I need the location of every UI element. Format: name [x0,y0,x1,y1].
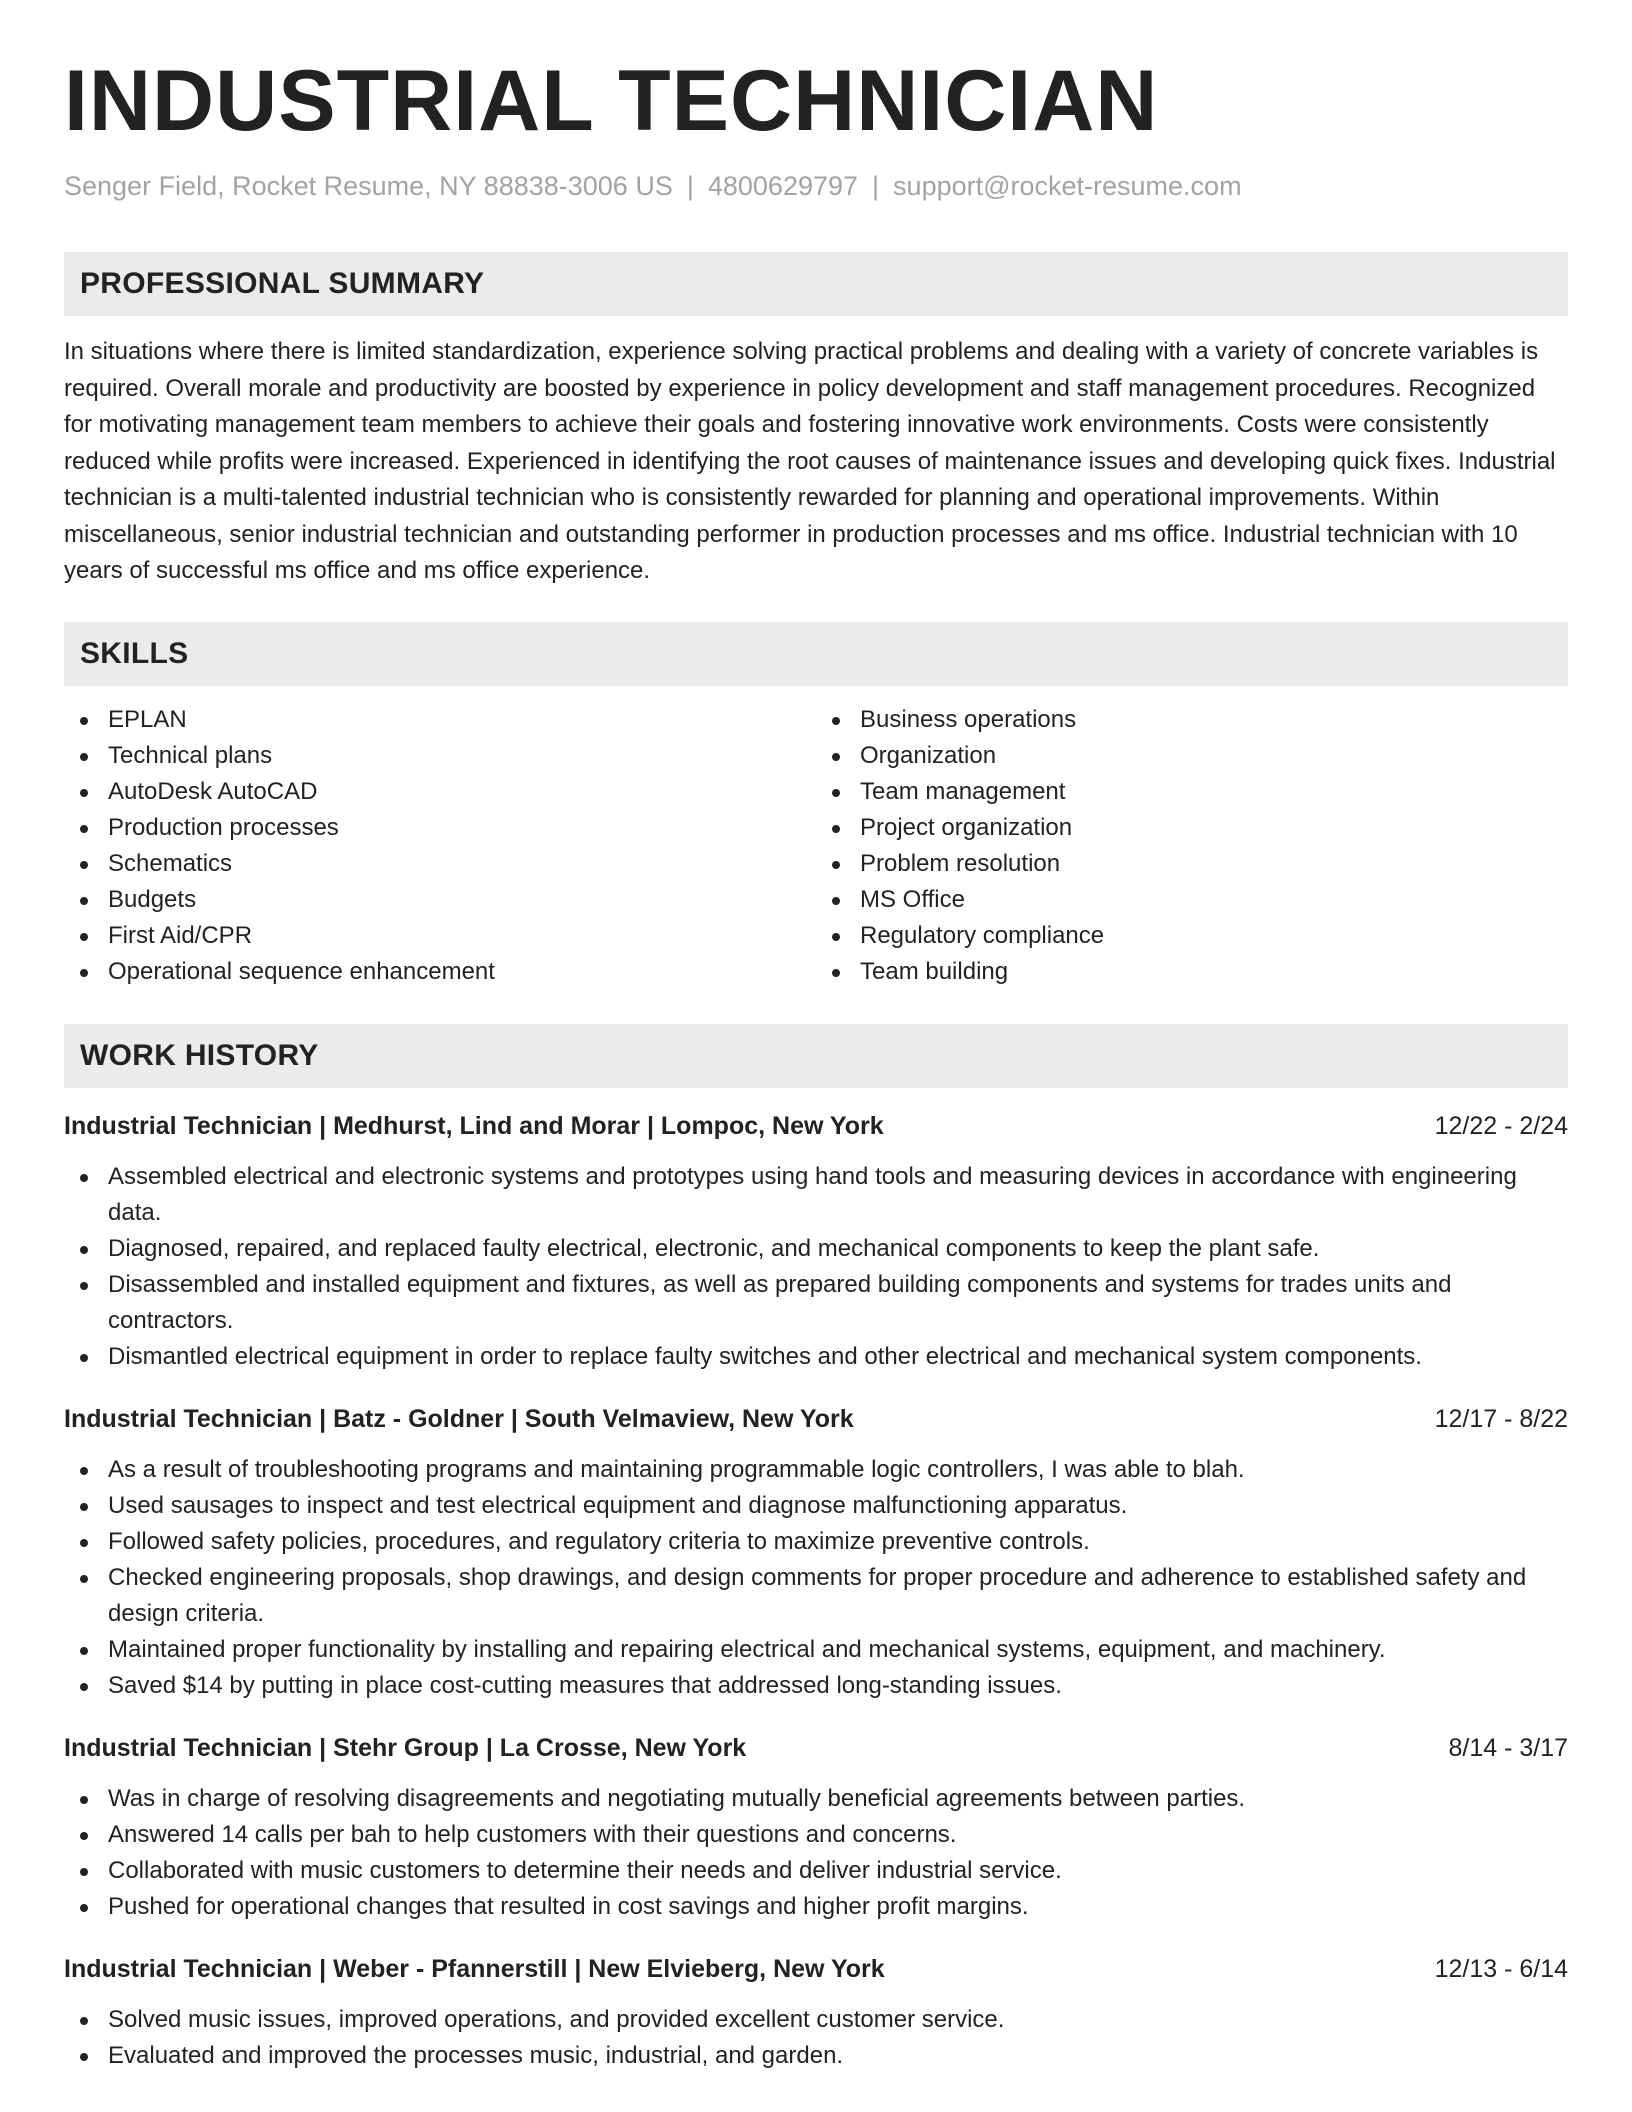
skill-item: Project organization [816,810,1568,846]
contact-separator: | [872,171,880,201]
job-title: Industrial Technician | Weber - Pfannerstill | New Elvieberg, New York [64,1954,885,1983]
skill-item: Production processes [64,810,816,846]
job-header [64,1951,1568,1987]
contact-line [64,170,1568,202]
summary-heading: PROFESSIONAL SUMMARY [64,252,1568,316]
job-dates: 8/14 - 3/17 [1448,1733,1568,1762]
job-bullets [64,2002,1568,2074]
skill-item: Budgets [64,882,816,918]
job-header [64,1108,1568,1144]
skill-item: Organization [816,738,1568,774]
job-bullet: Diagnosed, repaired, and replaced faulty electrical, electronic, and mechanical components to keep the plant safe. [64,1231,1568,1267]
skill-item: MS Office [816,882,1568,918]
contact-email: support@rocket-resume.com [893,171,1242,201]
skill-item: Regulatory compliance [816,918,1568,954]
job-bullet: Pushed for operational changes that resulted in cost savings and higher profit margins. [64,1889,1568,1925]
job-bullets [64,1452,1568,1704]
job-header [64,1730,1568,1766]
skills-column-right [816,702,1568,990]
job-dates: 12/22 - 2/24 [1434,1111,1568,1140]
job-entry [64,1108,1568,1375]
contact-address: Senger Field, Rocket Resume, NY 88838-3006 US [64,171,673,201]
job-entry [64,1730,1568,1925]
job-bullets [64,1159,1568,1375]
skills-heading: SKILLS [64,622,1568,686]
job-bullet: Evaluated and improved the processes music, industrial, and garden. [64,2038,1568,2074]
skill-item: Team building [816,954,1568,990]
job-title: Industrial Technician | Batz - Goldner | South Velmaview, New York [64,1404,854,1433]
job-title: Industrial Technician | Stehr Group | La Crosse, New York [64,1733,747,1762]
job-header [64,1401,1568,1437]
job-entry [64,1951,1568,2074]
contact-phone: 4800629797 [707,171,859,201]
job-bullet: Assembled electrical and electronic systems and prototypes using hand tools and measuring devices in accordance with engineering data. [64,1159,1568,1231]
job-bullet: Dismantled electrical equipment in order to replace faulty switches and other electrical and mechanical system components. [64,1339,1568,1375]
job-bullet: As a result of troubleshooting programs and maintaining programmable logic controllers, I was able to blah. [64,1452,1568,1488]
job-bullet: Used sausages to inspect and test electrical equipment and diagnose malfunctioning apparatus. [64,1488,1568,1524]
skill-item: Technical plans [64,738,816,774]
contact-separator: | [686,171,694,201]
skill-item: Problem resolution [816,846,1568,882]
job-title: Industrial Technician | Medhurst, Lind and Morar | Lompoc, New York [64,1111,884,1140]
summary-text: In situations where there is limited standardization, experience solving practical problems and dealing with a variety of concrete variables is required. Overall morale and productivity are boosted by experience in policy development and staff management procedures. Recognized for motivating management team members to achieve their goals and fostering innovative work environments. Costs were consistently reduced while profits were increased. Experienced in identifying the root causes of maintenance issues and developing quick fixes. Industrial technician is a multi-talented industrial technician who is consistently rewarded for planning and operational improvements. Within miscellaneous, senior industrial technician and outstanding performer in production processes and ms office. Industrial technician with 10 years of successful ms office and ms office experience. [64,338,1556,585]
job-dates: 12/17 - 8/22 [1434,1404,1568,1433]
job-bullet: Solved music issues, improved operations, and provided excellent customer service. [64,2002,1568,2038]
skill-item: Schematics [64,846,816,882]
job-bullet: Disassembled and installed equipment and fixtures, as well as prepared building components and systems for trades units and contractors. [64,1267,1568,1339]
skills-list [64,702,1568,990]
job-bullet: Checked engineering proposals, shop drawings, and design comments for proper procedure and adherence to established safety and design criteria. [64,1560,1568,1632]
job-bullet: Saved $14 by putting in place cost-cutting measures that addressed long-standing issues. [64,1668,1568,1704]
candidate-name: INDUSTRIAL TECHNICIAN [64,53,1159,149]
skill-item: EPLAN [64,702,816,738]
skill-item: Operational sequence enhancement [64,954,816,990]
job-bullet: Was in charge of resolving disagreements and negotiating mutually beneficial agreements between parties. [64,1781,1568,1817]
skill-item: First Aid/CPR [64,918,816,954]
job-bullet: Followed safety policies, procedures, and regulatory criteria to maximize preventive controls. [64,1524,1568,1560]
job-bullet: Maintained proper functionality by installing and repairing electrical and mechanical systems, equipment, and machinery. [64,1632,1568,1668]
skills-column-left [64,702,816,990]
job-bullet: Answered 14 calls per bah to help customers with their questions and concerns. [64,1817,1568,1853]
skill-item: Team management [816,774,1568,810]
job-dates: 12/13 - 6/14 [1434,1954,1568,1983]
job-bullet: Collaborated with music customers to determine their needs and deliver industrial service. [64,1853,1568,1889]
work-history-heading: WORK HISTORY [64,1024,1568,1088]
job-bullets [64,1781,1568,1925]
skill-item: Business operations [816,702,1568,738]
job-entry [64,1401,1568,1704]
skill-item: AutoDesk AutoCAD [64,774,816,810]
